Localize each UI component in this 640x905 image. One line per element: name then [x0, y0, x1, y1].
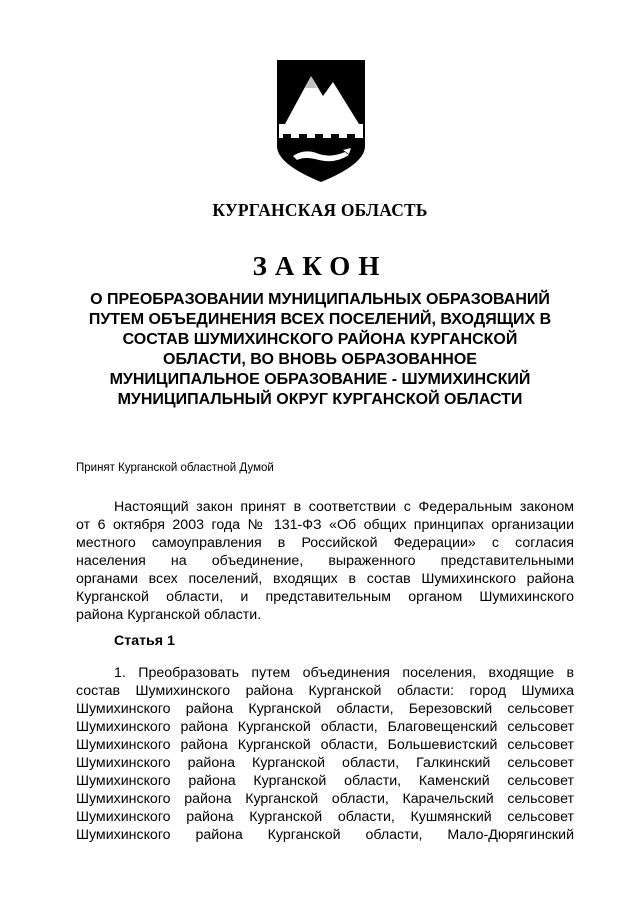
adopted-by-note: Принят Курганской областной Думой [76, 462, 274, 474]
text-line: 1. Преобразовать путем объединения поселения, входящие в [114, 665, 574, 681]
title-line: ОБЛАСТИ, ВО ВНОВЬ ОБРАЗОВАННОЕ [163, 351, 477, 368]
title-line: ПУТЕМ ОБЪЕДИНЕНИЯ ВСЕХ ПОСЕЛЕНИЙ, ВХОДЯЩИХ В [88, 311, 552, 328]
preamble-paragraph [76, 498, 574, 624]
text-line: Курганской области, и представительным органом Шумихинского [76, 589, 574, 605]
region-name: КУРГАНСКАЯ ОБЛАСТЬ [212, 200, 428, 220]
text-line: Шумихинского района Курганской области, Березовский сельсовет [76, 701, 574, 717]
text-line: Шумихинского района Курганской области, Галкинский сельсовет [76, 755, 574, 771]
title-line: СОСТАВ ШУМИХИНСКОГО РАЙОНА КУРГАНСКОЙ [122, 331, 518, 348]
coat-of-arms-emblem [275, 58, 367, 184]
text-line: Шумихинского района Курганской области, Благовещенский сельсовет [76, 719, 574, 735]
title-line: МУНИЦИПАЛЬНЫЙ ОКРУГ КУРГАНСКОЙ ОБЛАСТИ [117, 391, 523, 408]
text-line: органами всех поселений, входящих в состав Шумихинского района [76, 571, 574, 587]
text-line: района Курганской области. [76, 607, 262, 623]
title-line: МУНИЦИПАЛЬНОЕ ОБРАЗОВАНИЕ - ШУМИХИНСКИЙ [109, 371, 531, 388]
article-heading: Статья 1 [114, 633, 175, 649]
text-line: Шумихинского района Курганской области, Кушмянский сельсовет [76, 809, 574, 825]
text-line: Шумихинского района Курганской области, Каменский сельсовет [76, 773, 574, 789]
law-title [60, 290, 580, 410]
text-line: Шумихинского района Курганской области, Карачельский сельсовет [76, 791, 574, 807]
text-line: Шумихинского района Курганской области, Мало-Дюрягинский [76, 827, 574, 843]
document-type: ЗАКОН [252, 251, 388, 281]
text-line: от 6 октября 2003 года № 131-ФЗ «Об общих принципах организации [76, 517, 574, 533]
text-line: населения на объединение, выраженного представительными [76, 553, 574, 569]
text-line: состав Шумихинского района Курганской области: город Шумиха [76, 683, 574, 699]
text-line: Шумихинского района Курганской области, Большевистский сельсовет [76, 737, 574, 753]
text-line: Настоящий закон принят в соответствии с Федеральным законом [114, 499, 574, 515]
article-paragraph [76, 664, 574, 844]
title-line: О ПРЕОБРАЗОВАНИИ МУНИЦИПАЛЬНЫХ ОБРАЗОВАНИЙ [90, 291, 550, 308]
text-line: местного самоуправления в Российской Федерации» с согласия [76, 535, 574, 551]
